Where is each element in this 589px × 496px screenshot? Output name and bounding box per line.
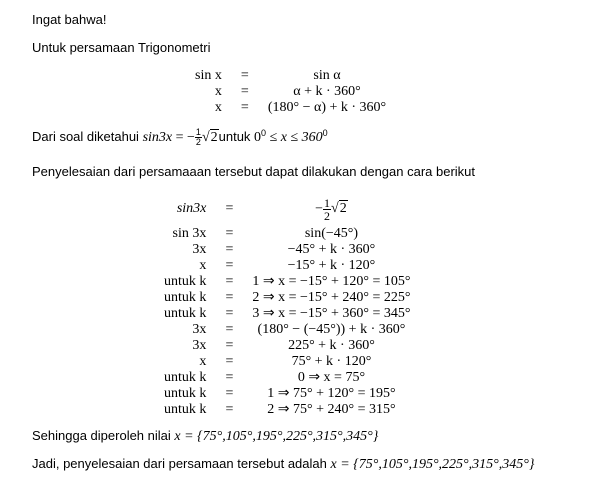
equation-rhs: 0 ⇒ x = 75° — [297, 370, 366, 385]
equation-rhs: 2 ⇒ 75° + 240° = 315° — [267, 402, 396, 417]
equation-lhs: x — [214, 100, 222, 115]
sqrt: √2 — [201, 129, 218, 145]
equation-lhs: sin 3x — [172, 226, 207, 241]
equation-lhs: untuk k — [164, 290, 207, 305]
given-equals: = − — [172, 129, 195, 145]
equation-operator: = — [225, 338, 234, 353]
intro-text: Untuk persamaan Trigonometri — [32, 40, 211, 55]
solution-steps — [164, 192, 411, 418]
equation-row — [164, 354, 411, 370]
equation-operator: = — [240, 100, 249, 115]
equation-rhs: sin(−45°) — [304, 226, 359, 241]
equation-row — [164, 370, 411, 386]
given-for: untuk — [218, 128, 255, 144]
equation-operator: = — [225, 306, 234, 321]
equation-row — [164, 402, 411, 418]
conclusion-statement: Jadi, penyelesaian dari persamaan tersebut adalah x = {75°,105°,195°,225°,315°,345°} — [32, 456, 535, 472]
equation-row — [164, 226, 411, 242]
equation-lhs: 3x — [192, 322, 207, 337]
equation-rhs: 3 ⇒ x = −15° + 360° = 345° — [252, 306, 411, 321]
equation-rhs: 2 ⇒ x = −15° + 240° = 225° — [252, 290, 411, 305]
equation-operator: = — [225, 402, 234, 417]
equation-row — [195, 68, 386, 84]
fraction: $\frac{1}{2}$ — [324, 195, 331, 223]
equation-rhs: (180° − (−45°)) + k · 360° — [257, 322, 406, 337]
equation-operator: = — [225, 258, 234, 273]
equation-lhs: sin x — [195, 68, 222, 83]
equation-rhs: 225° + k · 360° — [288, 338, 375, 353]
equation-rhs: α + k · 360° — [293, 84, 361, 99]
equation-lhs: untuk k — [164, 306, 207, 321]
solution-intro: Penyelesaian dari persamaaan tersebut dapat dilakukan dengan cara berikut — [32, 164, 476, 179]
equation-operator: = — [225, 274, 234, 289]
equation-operator: = — [225, 322, 234, 337]
given-lhs: sin3x — [142, 129, 173, 145]
fraction: $\frac{1}{2}$ — [195, 127, 201, 147]
equation-operator: = — [225, 242, 234, 257]
equation-lhs: x — [199, 258, 207, 273]
equation-row — [164, 322, 411, 338]
equation-row — [164, 258, 411, 274]
given-statement: Dari soal diketahui sin3x = − $\frac{1}{2}$ √2untuk $0^0 \le x \le 360^0$ — [32, 127, 328, 147]
equation-lhs: untuk k — [164, 386, 207, 401]
equation-operator: = — [225, 290, 234, 305]
equation-rhs: −45° + k · 360° — [287, 242, 376, 257]
equation-row — [164, 306, 411, 322]
equation-operator: = — [225, 354, 234, 369]
result-statement: Sehingga diperoleh nilai x = {75°,105°,195°,225°,315°,345°} — [32, 428, 379, 444]
equation-operator: = — [225, 386, 234, 401]
equation-lhs: untuk k — [164, 370, 207, 385]
equation-rhs: 75° + k · 120° — [291, 354, 372, 369]
general-solution-equations — [195, 68, 386, 116]
equation-lhs: 3x — [192, 338, 207, 353]
equation-rhs: 1 ⇒ 75° + 120° = 195° — [267, 386, 396, 401]
equation-row — [195, 84, 386, 100]
equation-row — [164, 386, 411, 402]
equation-row — [164, 338, 411, 354]
equation-rhs: 1 ⇒ x = −15° + 120° = 105° — [252, 274, 411, 289]
given-condition: ≤ x ≤ 360 — [266, 129, 323, 145]
equation-rhs: −15° + k · 120° — [287, 258, 376, 273]
equation-operator: = — [225, 370, 234, 385]
equation-row — [164, 274, 411, 290]
given-text: Dari soal diketahui — [32, 128, 143, 144]
equation-lhs: untuk k — [164, 274, 207, 289]
equation-rhs: sin α — [313, 68, 341, 83]
equation-operator: = — [225, 226, 234, 241]
equation-row — [195, 100, 386, 116]
sqrt: √2 — [331, 201, 347, 217]
heading-reminder: Ingat bahwa! — [32, 12, 107, 27]
equation-operator: = — [240, 84, 249, 99]
equation-row — [164, 242, 411, 258]
equation-lhs: x — [214, 84, 222, 99]
equation-lhs: 3x — [192, 242, 207, 257]
equation-lhs: x — [199, 354, 207, 369]
equation-row — [164, 290, 411, 306]
equation-operator: = — [240, 68, 249, 83]
equation-lhs: untuk k — [164, 402, 207, 417]
equation-rhs: (180° − α) + k · 360° — [267, 100, 387, 115]
equation-row: sin3x = − $\frac{1}{2}$ √2 — [176, 195, 347, 223]
